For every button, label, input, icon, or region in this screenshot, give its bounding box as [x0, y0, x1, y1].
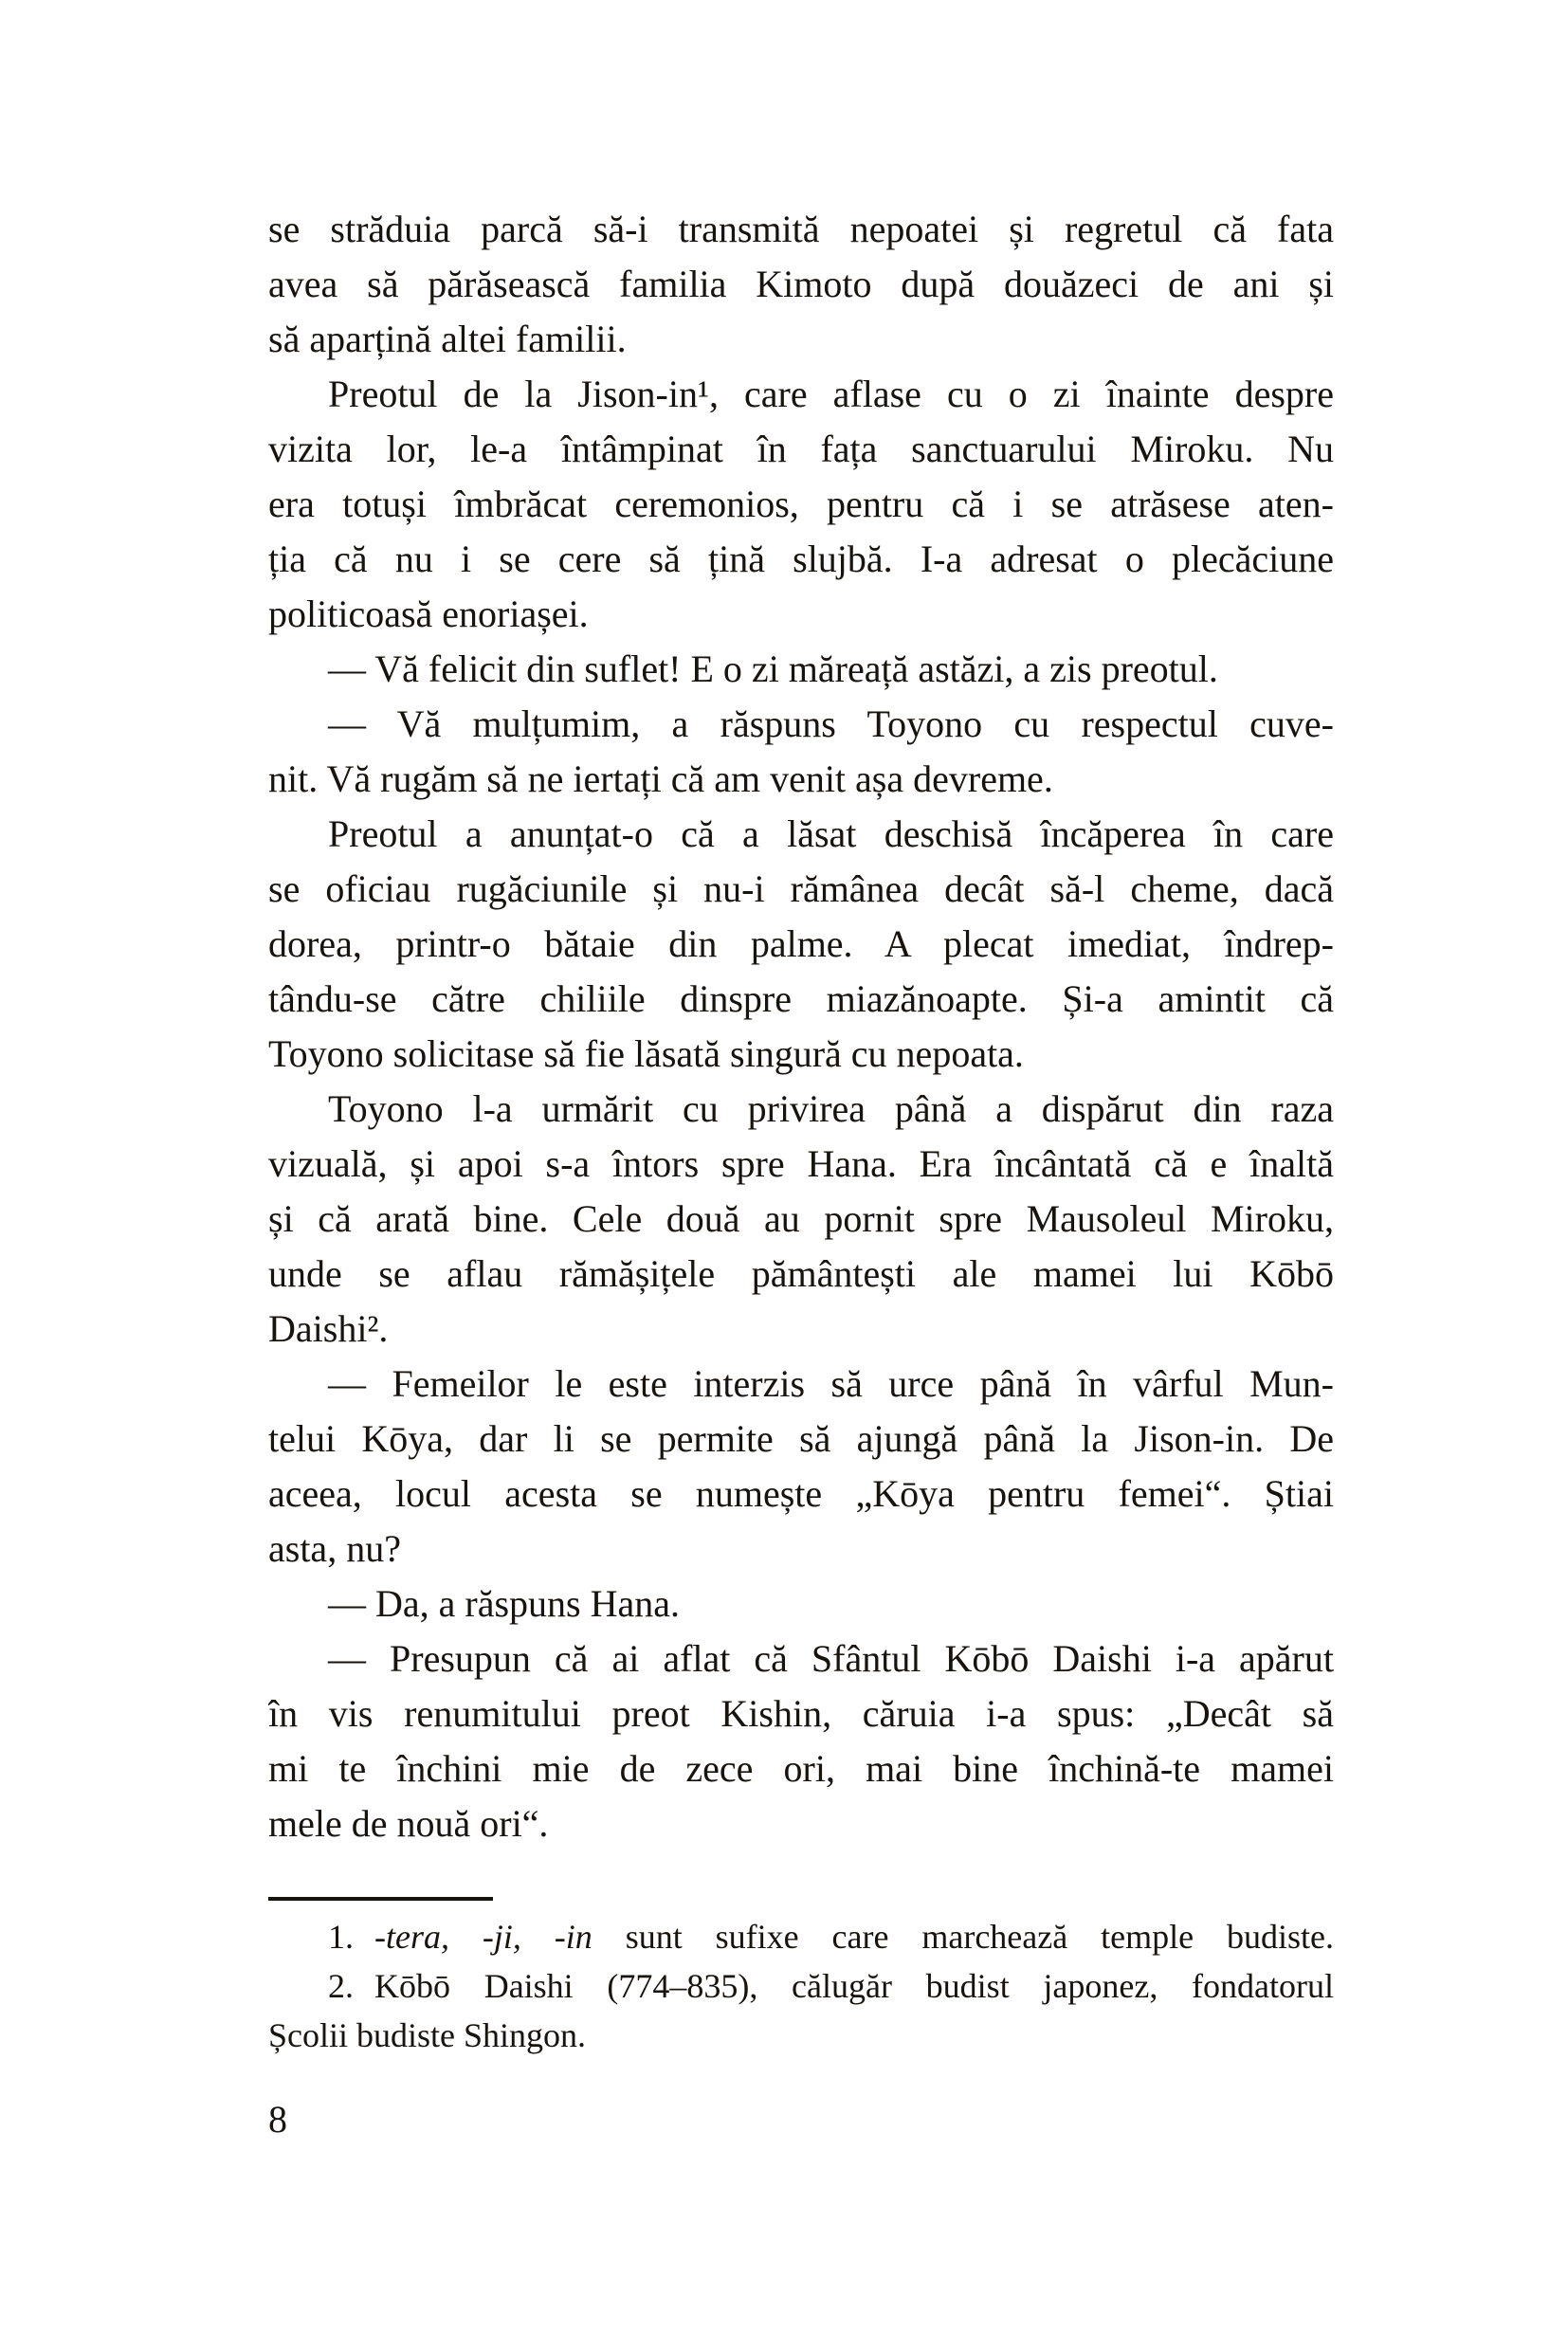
body-line: ția că nu i se cere să țină slujbă. I-a adresat o plecăciune: [268, 538, 1334, 580]
body-line: Toyono l-a urmărit cu privirea până a dispărut din raza: [328, 1087, 1334, 1130]
body-line: asta, nu?: [268, 1527, 401, 1570]
body-line: vizita lor, le-a întâmpinat în fața sanctuarului Miroku. Nu: [268, 428, 1334, 470]
body-line: Preotul de la Jison-in¹, care aflase cu o zi înainte despre: [328, 373, 1334, 415]
body-line: nit. Vă rugăm să ne iertați că am venit așa devreme.: [268, 757, 1053, 800]
body-line: și că arată bine. Cele două au pornit spre Mausoleul Miroku,: [268, 1197, 1334, 1240]
body-line: — Femeilor le este interzis să urce până în vârful Mun-: [328, 1362, 1334, 1405]
body-line: aceea, locul acesta se numește „Kōya pentru femei“. Știai: [268, 1472, 1334, 1515]
footnote-1: [268, 1912, 1334, 1961]
body-line: politicoasă enoriașei.: [268, 592, 589, 635]
body-line: în vis renumitului preot Kishin, căruia i-a spus: „Decât să: [268, 1692, 1334, 1735]
footnote-2-number: 2.: [328, 1967, 354, 2005]
body-line: Preotul a anunțat-o că a lăsat deschisă încăperea în care: [328, 812, 1334, 855]
body-line: se străduia parcă să-i transmită nepoatei și regretul că fata: [268, 208, 1334, 250]
footnote-2-text: Kōbō Daishi (774–835), călugăr budist japonez, fondatorul: [374, 1967, 1334, 2005]
body-line: dorea, printr-o bătaie din palme. A plecat imediat, îndrep-: [268, 922, 1334, 965]
body-line: Daishi².: [268, 1307, 389, 1350]
footnote-1-number: 1.: [328, 1918, 354, 1956]
body-line: mi te închini mie de zece ori, mai bine închină-te mamei: [268, 1747, 1334, 1790]
body-line: — Da, a răspuns Hana.: [328, 1582, 680, 1625]
footnote-1-text: sunt sufixe care marchează temple budiste.: [592, 1918, 1334, 1956]
page-number: 8: [268, 2098, 287, 2141]
body-line: să aparțină altei familii.: [268, 318, 627, 360]
body-line: mele de nouă ori“.: [268, 1802, 549, 1845]
footnote-2-line-1: [268, 1961, 1334, 2011]
body-line: — Presupun că ai aflat că Sfântul Kōbō Daishi i-a apărut: [328, 1637, 1334, 1680]
body-line: era totuși îmbrăcat ceremonios, pentru că i se atrăsese aten-: [268, 483, 1334, 525]
footnote-2-line-2: Școlii budiste Shingon.: [268, 2016, 587, 2054]
body-line: telui Kōya, dar li se permite să ajungă până la Jison-in. De: [268, 1417, 1334, 1460]
body-line: Toyono solicitase să fie lăsată singură cu nepoata.: [268, 1032, 1024, 1075]
body-line: — Vă mulțumim, a răspuns Toyono cu respectul cuve-: [328, 702, 1334, 745]
body-line: avea să părăsească familia Kimoto după douăzeci de ani și: [268, 263, 1334, 305]
body-line: se oficiau rugăciunile și nu-i rămânea decât să-l cheme, dacă: [268, 867, 1334, 910]
footnote-separator: [268, 1897, 493, 1901]
text-block: [268, 202, 1334, 2144]
body-line: vizuală, și apoi s-a întors spre Hana. Era încântată că e înaltă: [268, 1142, 1334, 1185]
body-line: — Vă felicit din suflet! E o zi măreață astăzi, a zis preotul.: [328, 647, 1218, 690]
body-line: unde se aflau rămășițele pământești ale mamei lui Kōbō: [268, 1252, 1334, 1295]
footnote-1-italic-suffixes: -tera, -ji, -in: [374, 1918, 593, 1956]
body-line: tându-se către chiliile dinspre miazănoapte. Și-a amintit că: [268, 977, 1334, 1020]
